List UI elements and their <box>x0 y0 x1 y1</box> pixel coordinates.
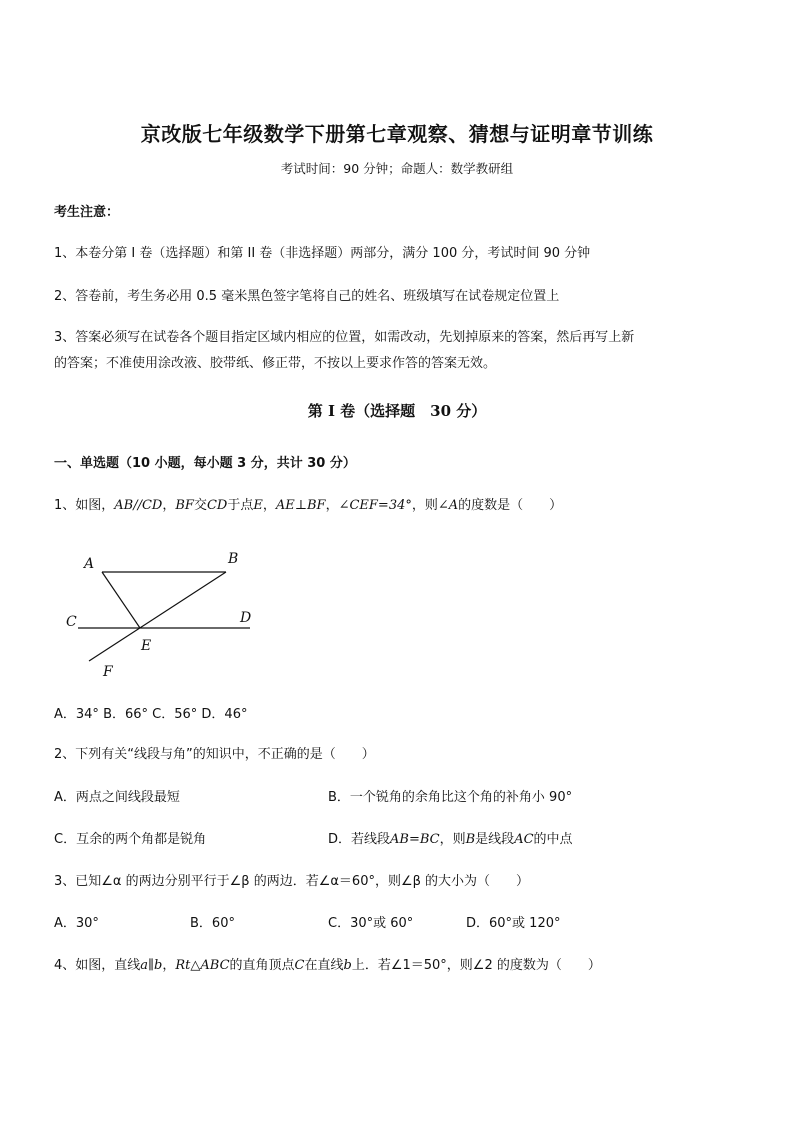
part-title: 一、单选题（10 小题，每小题 3 分，共计 30 分） <box>54 456 356 471</box>
notice-item-3-line-2: 的答案；不准使用涂改液、胶带纸、修正带，不按以上要求作答的答案无效。 <box>54 356 497 371</box>
question-1-figure <box>60 545 270 680</box>
q1-math: CD <box>206 498 228 513</box>
line-bf <box>89 572 226 661</box>
q1-text: 交 <box>193 498 207 513</box>
q2d-math: AB=BC <box>390 832 440 847</box>
q4-text: ， <box>162 958 176 973</box>
q1-math: ∠CEF=34° <box>338 498 412 513</box>
question-3-option-c: C．30°或 60° <box>328 916 414 931</box>
q2d-math: B <box>465 832 476 847</box>
question-2-stem: 2、下列有关“线段与角”的知识中，不正确的是（ ） <box>54 747 375 762</box>
q1-math: BF <box>175 498 194 513</box>
question-1-options: A．34° B．66° C．56° D．46° <box>54 707 248 722</box>
question-4-stem <box>54 954 601 973</box>
label-d: D <box>240 610 252 626</box>
question-1-stem <box>54 494 562 513</box>
notice-item-2: 2、答卷前，考生务必用 0.5 毫米黑色签字笔将自己的姓名、班级填写在试卷规定位置上 <box>54 289 560 304</box>
q2d-text: 是线段 <box>475 832 515 847</box>
label-a: A <box>84 556 95 572</box>
q1-math: E <box>253 498 263 513</box>
notice-heading: 考生注意： <box>54 205 120 220</box>
label-c: C <box>66 614 77 630</box>
q1-math: ∠A <box>437 498 459 513</box>
q1-text: 1、如图， <box>54 498 115 513</box>
q4-math: C <box>294 958 305 973</box>
q4-text: 4、如图，直线 <box>54 958 141 973</box>
q1-text: ，则 <box>411 498 438 513</box>
q4-text: 上．若∠1＝50°，则∠2 的度数为（ ） <box>351 958 601 973</box>
question-3-option-b: B．60° <box>190 916 235 931</box>
q1-math: AB//CD <box>114 498 163 513</box>
q4-text: 在直线 <box>304 958 344 973</box>
exam-title: 京改版七年级数学下册第七章观察、猜想与证明章节训练 <box>140 122 654 146</box>
label-e: E <box>141 638 152 654</box>
question-2-option-b: B．一个锐角的余角比这个角的补角小 90° <box>328 790 573 805</box>
q4-math: a∥b <box>140 958 163 973</box>
notice-item-1: 1、本卷分第 I 卷（选择题）和第 II 卷（非选择题）两部分，满分 100 分，考试时间 90 分钟 <box>54 246 591 261</box>
segment-ae <box>102 572 140 628</box>
q1-text: 于点 <box>227 498 254 513</box>
q4-text: 的直角顶点 <box>229 958 295 973</box>
q2d-text: 的中点 <box>533 832 573 847</box>
label-b: B <box>228 551 239 567</box>
q1-text: ， <box>162 498 176 513</box>
label-f: F <box>103 664 113 680</box>
question-3-option-d: D．60°或 120° <box>466 916 561 931</box>
q1-text: 的度数是（ ） <box>458 498 563 513</box>
notice-item-3-line-1: 3、答案必须写在试卷各个题目指定区域内相应的位置，如需改动，先划掉原来的答案，然后再写上新 <box>54 330 635 345</box>
q1-text: ， <box>325 498 339 513</box>
q2d-text: ，则 <box>439 832 466 847</box>
question-2-option-c: C．互余的两个角都是锐角 <box>54 832 207 847</box>
q2d-text: D．若线段 <box>328 832 391 847</box>
question-3-stem: 3、已知∠α 的两边分别平行于∠β 的两边．若∠α＝60°，则∠β 的大小为（ ） <box>54 874 530 889</box>
q4-math: b <box>343 958 352 973</box>
question-2-option-d <box>328 828 573 847</box>
question-2-option-a: A．两点之间线段最短 <box>54 790 180 805</box>
q4-math: Rt△ABC <box>175 958 230 973</box>
q1-text: ， <box>262 498 276 513</box>
q2d-math: AC <box>514 832 534 847</box>
q1-math: AE⊥BF <box>275 498 326 513</box>
question-3-option-a: A．30° <box>54 916 99 931</box>
exam-subtitle: 考试时间：90 分钟；命题人：数学教研组 <box>280 161 514 176</box>
section-title: 第 I 卷（选择题 30 分） <box>307 402 487 420</box>
